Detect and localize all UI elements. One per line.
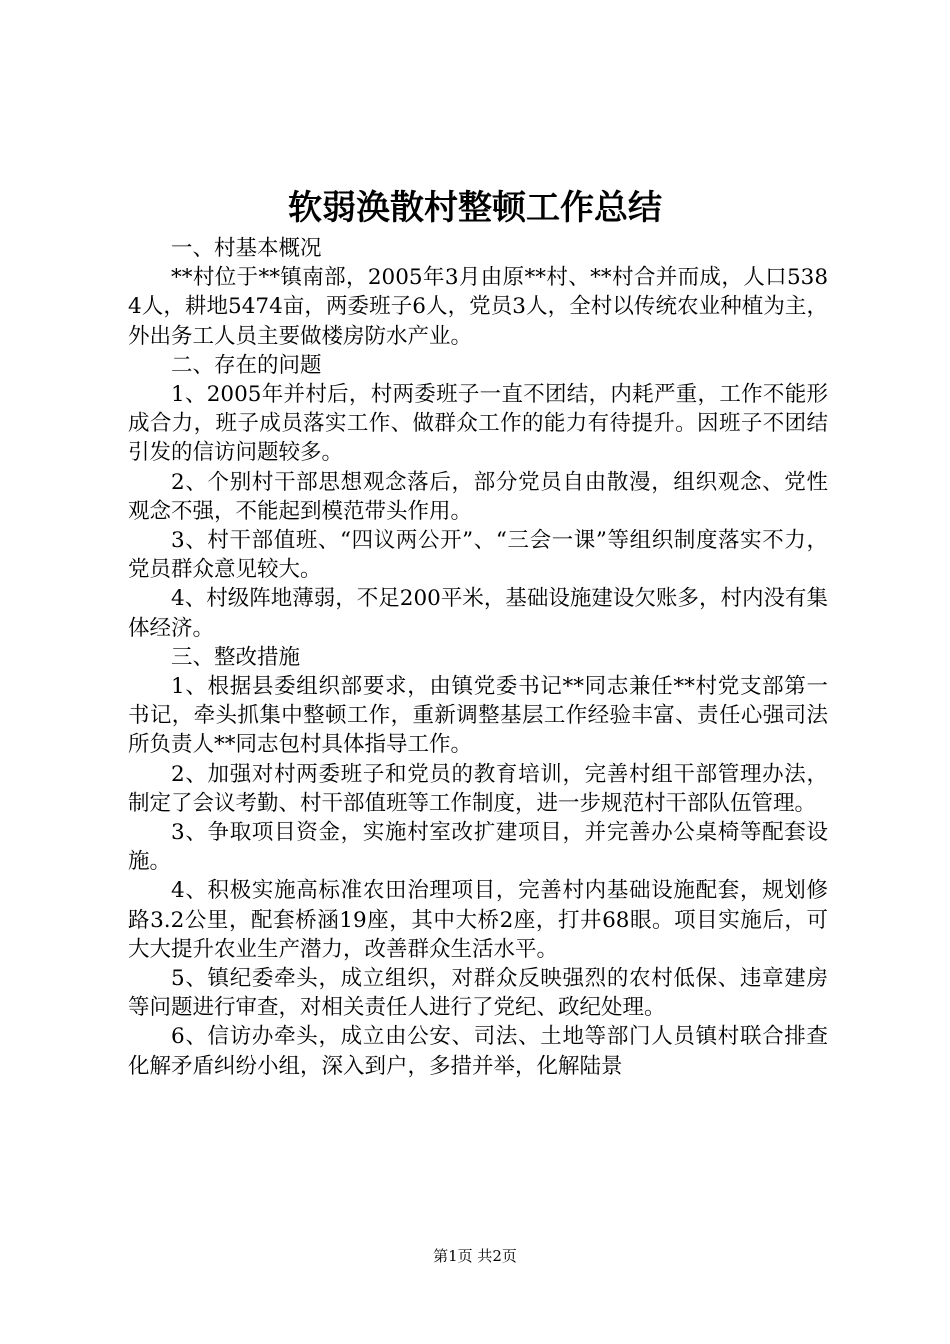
section-heading-1: 一、村基本概况	[171, 236, 322, 261]
paragraph: **村位于**镇南部，2005年3月由原**村、**村合并而成，人口5384人，耕地5474亩，两委班子6人，党员3人，全村以传统农业种植为主，外出务工人员主要做楼房防水产业。	[128, 265, 828, 349]
document-title: 软弱涣散村整顿工作总结	[288, 188, 662, 228]
paragraph: 2、加强对村两委班子和党员的教育培训，完善村组干部管理办法，制定了会议考勤、村干部值班等工作制度，进一步规范村干部队伍管理。	[128, 761, 828, 816]
section-heading-3: 三、整改措施	[171, 644, 301, 670]
paragraph: 1、根据县委组织部要求，由镇党委书记**同志兼任**村党支部第一书记，牵头抓集中整顿工作，重新调整基层工作经验丰富、责任心强司法所负责人**同志包村具体指导工作。	[128, 674, 828, 758]
paragraph: 3、村干部值班、“四议两公开”、“三会一课”等组织制度落实不力，党员群众意见较大。	[128, 528, 828, 583]
paragraph: 2、个别村干部思想观念落后，部分党员自由散漫，组织观念、党性观念不强，不能起到模范带头作用。	[128, 469, 828, 524]
paragraph: 4、积极实施高标准农田治理项目，完善村内基础设施配套，规划修路3.2公里，配套桥涵19座，其中大桥2座，打井68眼。项目实施后，可大大提升农业生产潜力，改善群众生活水平。	[128, 878, 828, 962]
page-footer: 第1页 共2页	[433, 1247, 517, 1265]
paragraph: 6、信访办牵头，成立由公安、司法、土地等部门人员镇村联合排查化解矛盾纠纷小组，深入到户，多措并举，化解陆景	[128, 1024, 828, 1079]
document-body	[128, 234, 828, 1081]
paragraph: 3、争取项目资金，实施村室改扩建项目，并完善办公桌椅等配套设施。	[128, 820, 828, 875]
section-heading-2: 二、存在的问题	[171, 352, 322, 378]
paragraph: 1、2005年并村后，村两委班子一直不团结，内耗严重，工作不能形成合力，班子成员落实工作、做群众工作的能力有待提升。因班子不团结引发的信访问题较多。	[128, 382, 828, 466]
paragraph: 5、镇纪委牵头，成立组织，对群众反映强烈的农村低保、违章建房等问题进行审查，对相关责任人进行了党纪、政纪处理。	[128, 966, 828, 1021]
paragraph: 4、村级阵地薄弱，不足200平米，基础设施建设欠账多，村内没有集体经济。	[128, 586, 828, 641]
